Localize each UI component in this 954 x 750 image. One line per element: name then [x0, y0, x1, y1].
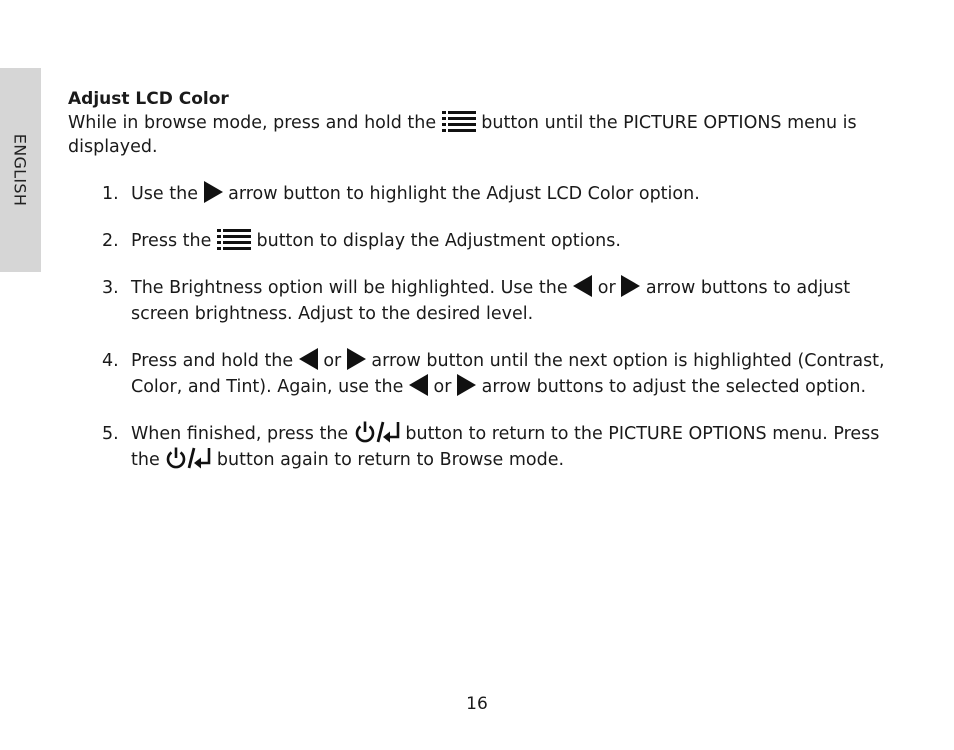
intro-text-before: While in browse mode, press and hold the	[68, 113, 437, 133]
arrow-left-icon	[573, 275, 592, 297]
step-item-3	[68, 275, 888, 327]
section-title: Adjust LCD Color	[68, 89, 229, 109]
step-text: arrow buttons to adjust the selected option.	[481, 377, 867, 397]
step-text: The Brightness option will be highlighted. Use the	[131, 278, 568, 298]
manual-content	[68, 87, 888, 473]
step-number: 5.	[102, 424, 119, 444]
step-text: arrow button until the next option is highlighted (Contrast, Color, and Tint). Again, use the	[131, 351, 885, 397]
menu-icon	[217, 228, 251, 250]
arrow-left-icon	[299, 348, 318, 370]
step-text: arrow buttons to adjust screen brightness. Adjust to the desired level.	[131, 278, 851, 324]
page-number: 16	[466, 694, 488, 714]
arrow-left-icon	[409, 374, 428, 396]
step-number: 4.	[102, 351, 119, 371]
language-tab-label: ENGLISH	[10, 133, 30, 207]
intro-paragraph	[68, 111, 888, 159]
arrow-right-icon	[621, 275, 640, 297]
step-text: When finished, press the	[131, 424, 349, 444]
step-item-2	[68, 228, 888, 254]
arrow-right-icon	[204, 181, 223, 203]
step-text: Use the	[131, 184, 198, 204]
step-item-1	[68, 181, 888, 207]
step-number: 3.	[102, 278, 119, 298]
step-item-5	[68, 421, 888, 473]
menu-icon	[442, 110, 476, 132]
steps-list	[68, 181, 888, 473]
power-enter-icon	[354, 420, 400, 444]
step-item-4	[68, 348, 888, 400]
step-text: or	[597, 278, 616, 298]
step-text: arrow button to highlight the Adjust LCD Color option.	[228, 184, 700, 204]
step-number: 1.	[102, 184, 119, 204]
step-text: Press the	[131, 231, 212, 251]
step-text: button to display the Adjustment options.	[256, 231, 621, 251]
step-text: button again to return to Browse mode.	[216, 450, 565, 470]
intro-text-after: button until the PICTURE OPTIONS menu is displayed.	[68, 113, 857, 157]
power-enter-icon	[165, 446, 211, 470]
step-text: or	[323, 351, 342, 371]
step-text: button to return to the PICTURE OPTIONS menu. Press the	[131, 424, 880, 470]
step-text: Press and hold the	[131, 351, 294, 371]
arrow-right-icon	[347, 348, 366, 370]
arrow-right-icon	[457, 374, 476, 396]
step-text: or	[433, 377, 452, 397]
step-number: 2.	[102, 231, 119, 251]
